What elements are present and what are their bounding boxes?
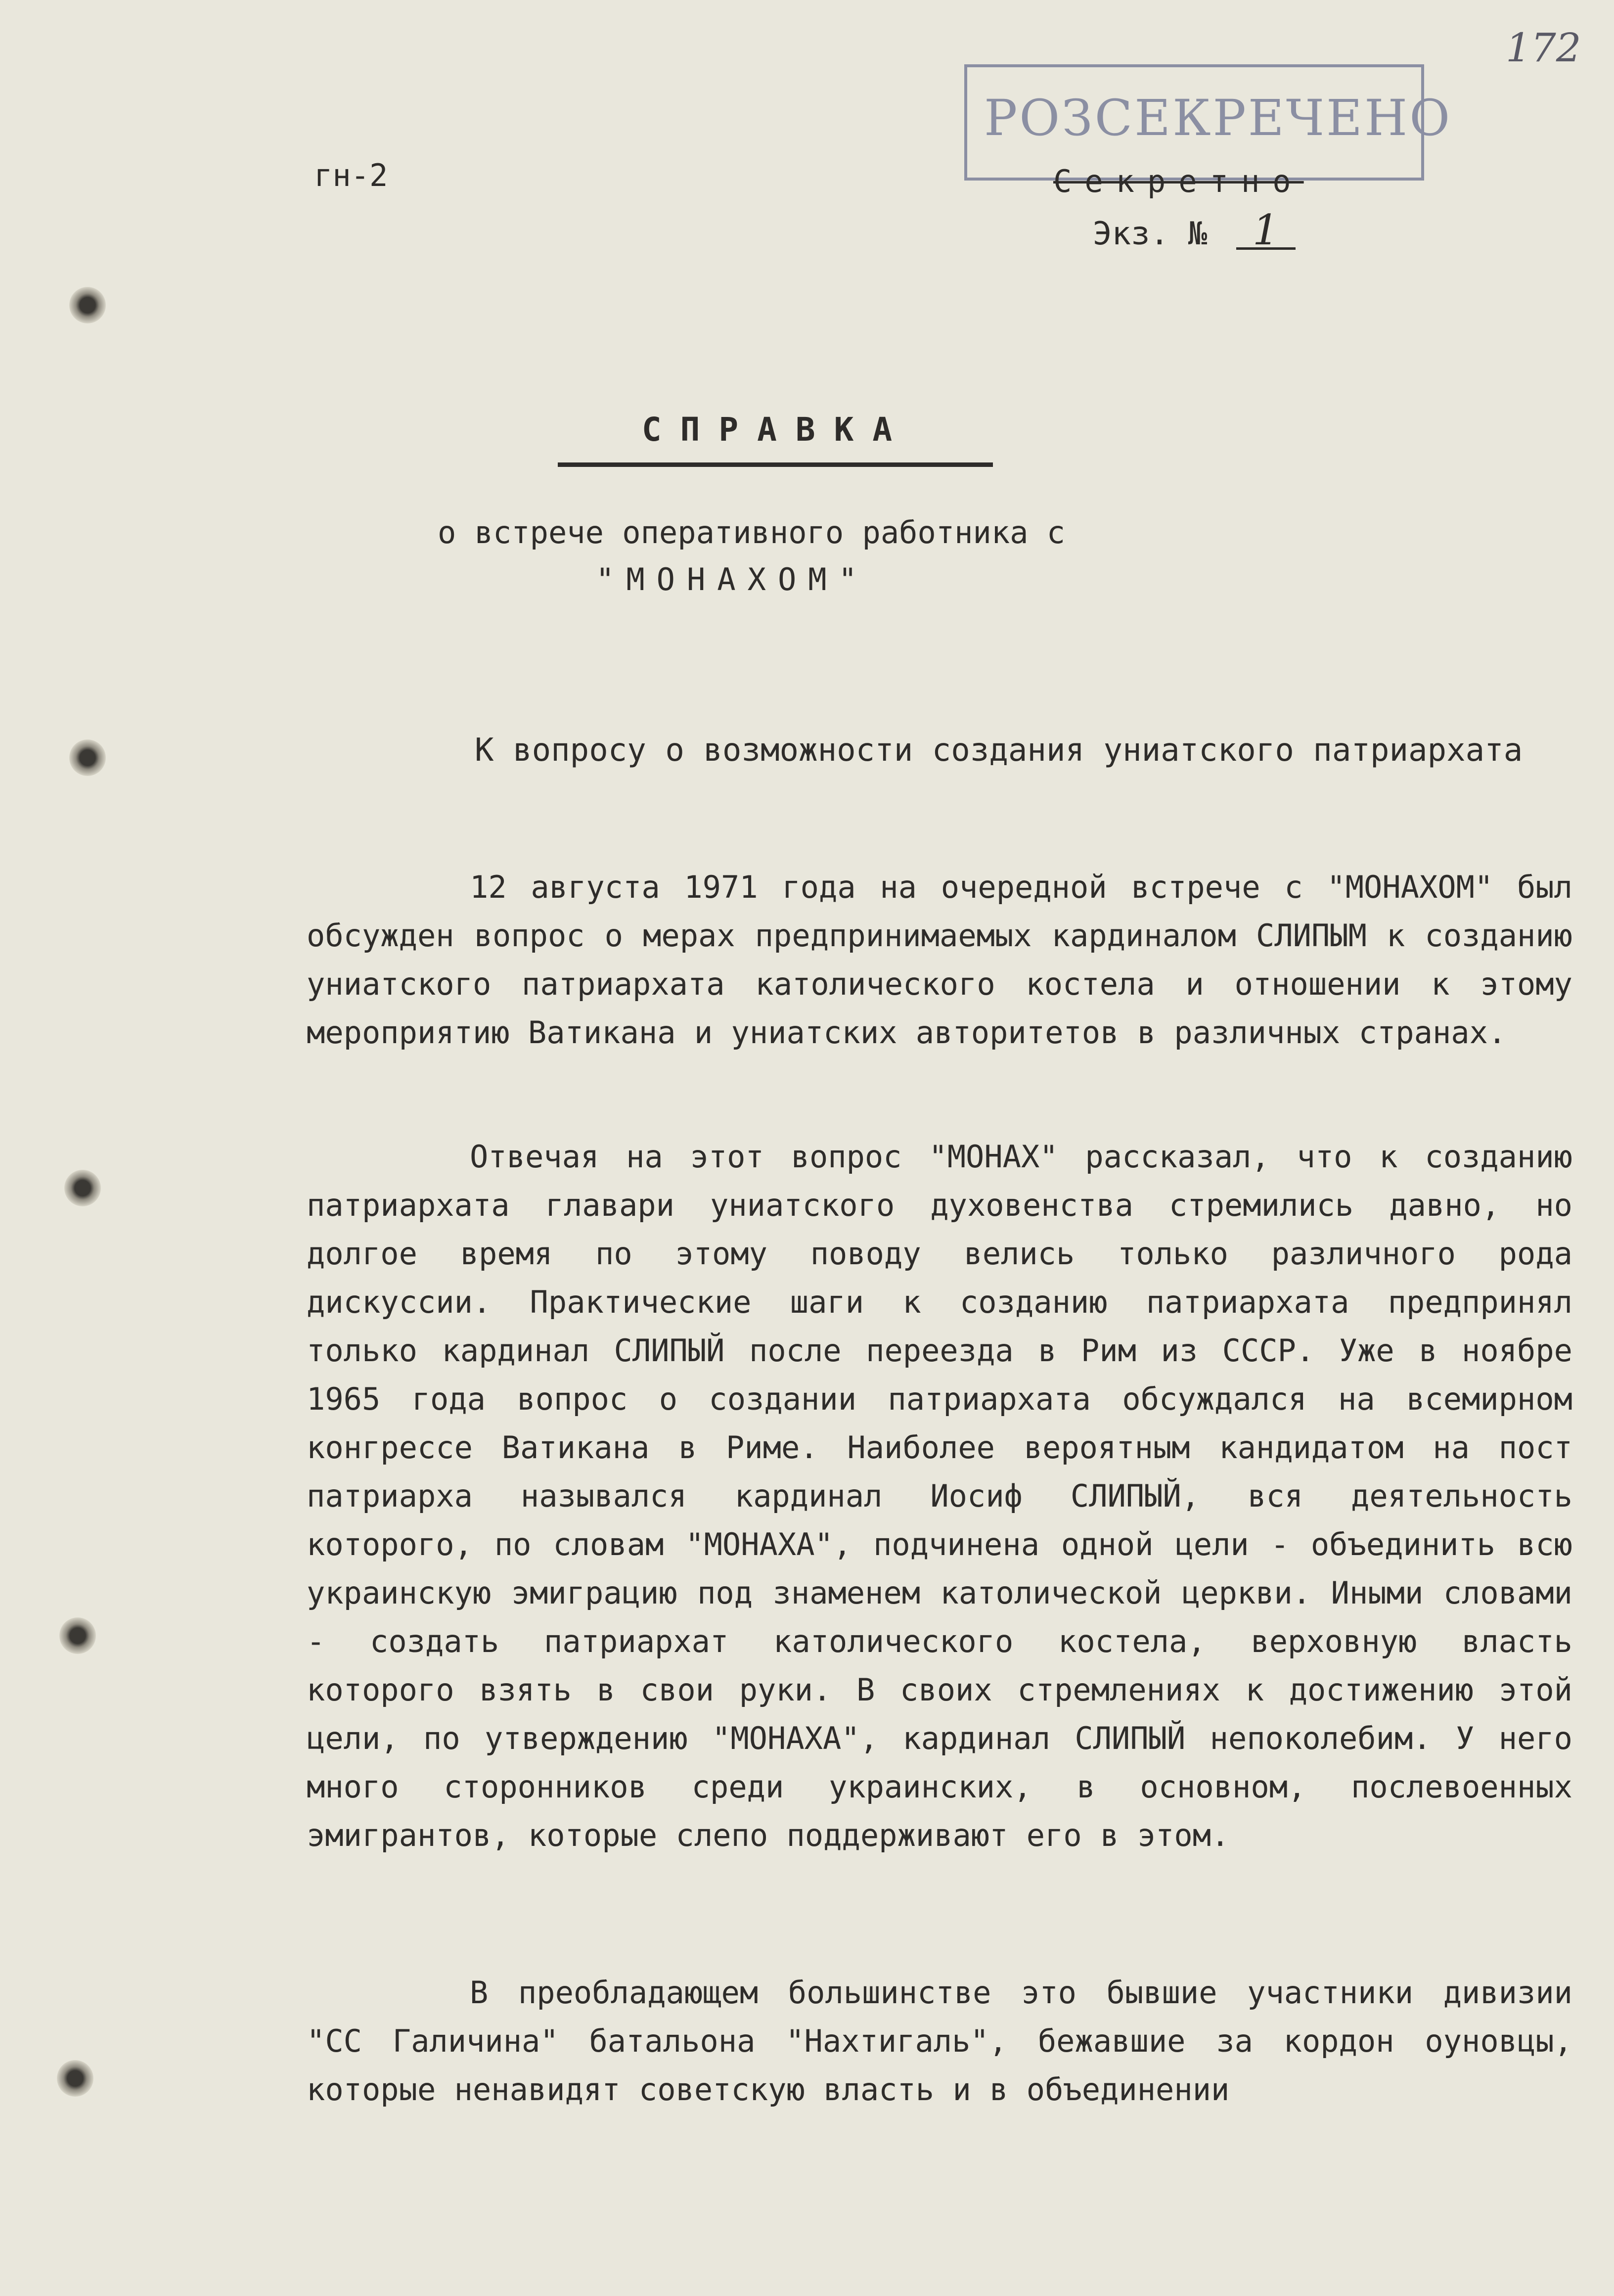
page-number: 172 xyxy=(1506,25,1581,71)
subtitle-line-2: "МОНАХОМ" xyxy=(596,561,869,597)
classification-label: Секретно xyxy=(1053,163,1304,199)
reference-code: гн-2 xyxy=(314,157,388,193)
copy-label: Экз. № xyxy=(1093,216,1208,252)
copy-number: 1 xyxy=(1236,213,1296,250)
paragraph-text: 12 августа 1971 года на очередной встрече с "МОНАХОМ" был обсужден вопрос о мерах предпринимаемых кардиналом СЛИПЫМ к созданию униатского патриархата католического костела и отношении к этому мероприятию Ватикана и униатских авторитетов в различных странах. xyxy=(307,869,1572,1051)
punch-hole xyxy=(57,2060,93,2097)
paragraph-text: Отвечая на этот вопрос "МОНАХ" рассказал, что к созданию патриархата главари униатского духовенства стремились давно, но долгое время по этому поводу велись только различного рода дискуссии. Практические шаги к созданию патриархата предпринял только кардинал СЛИПЫЙ после переезда в Рим из СССР. Уже в ноябре 1965 года вопрос о создании патриархата обсуждался на всемирном конгрессе Ватикана в Риме. Наиболее вероятным кандидатом на пост патриарха назывался кардинал Иосиф СЛИПЫЙ, вся деятельность которого, по словам "МОНАХА", подчинена одной цели - объединить всю украинскую эмиграцию под знаменем католической церкви. Иными словами - создать патриархат католического костела, верховную власть которого взять в свои руки. В своих стремлениях к достижению этой цели, по утверждению "МОНАХА", кардинал СЛИПЫЙ непоколебим. У него много сторонников среди украинских, в основном, послевоенных эмигрантов, которые слепо поддерживают его в этом. xyxy=(307,1139,1572,1853)
body-paragraph-2 xyxy=(307,1133,1572,1860)
punch-hole xyxy=(59,1617,96,1654)
paragraph-text: В преобладающем большинстве это бывшие участники дивизии "СС Галичина" батальона "Нахтигаль", бежавшие за кордон оуновцы, которые ненавидят советскую власть и в объединении xyxy=(307,1975,1572,2108)
declassified-stamp: РОЗСЕКРЕЧЕНО xyxy=(984,89,1452,147)
body-paragraph-3 xyxy=(307,1969,1572,2114)
punch-hole xyxy=(69,739,106,776)
topic-heading: К вопросу о возможности создания униатского патриархата xyxy=(475,732,1523,769)
punch-hole xyxy=(69,287,106,323)
subtitle-line-1: о встрече оперативного работника с xyxy=(438,514,1066,551)
copy-number-line xyxy=(1093,206,1296,254)
body-paragraph-1 xyxy=(307,863,1572,1057)
document-title: СПРАВКА xyxy=(641,411,911,449)
punch-hole xyxy=(64,1170,101,1206)
title-underline xyxy=(558,462,993,467)
